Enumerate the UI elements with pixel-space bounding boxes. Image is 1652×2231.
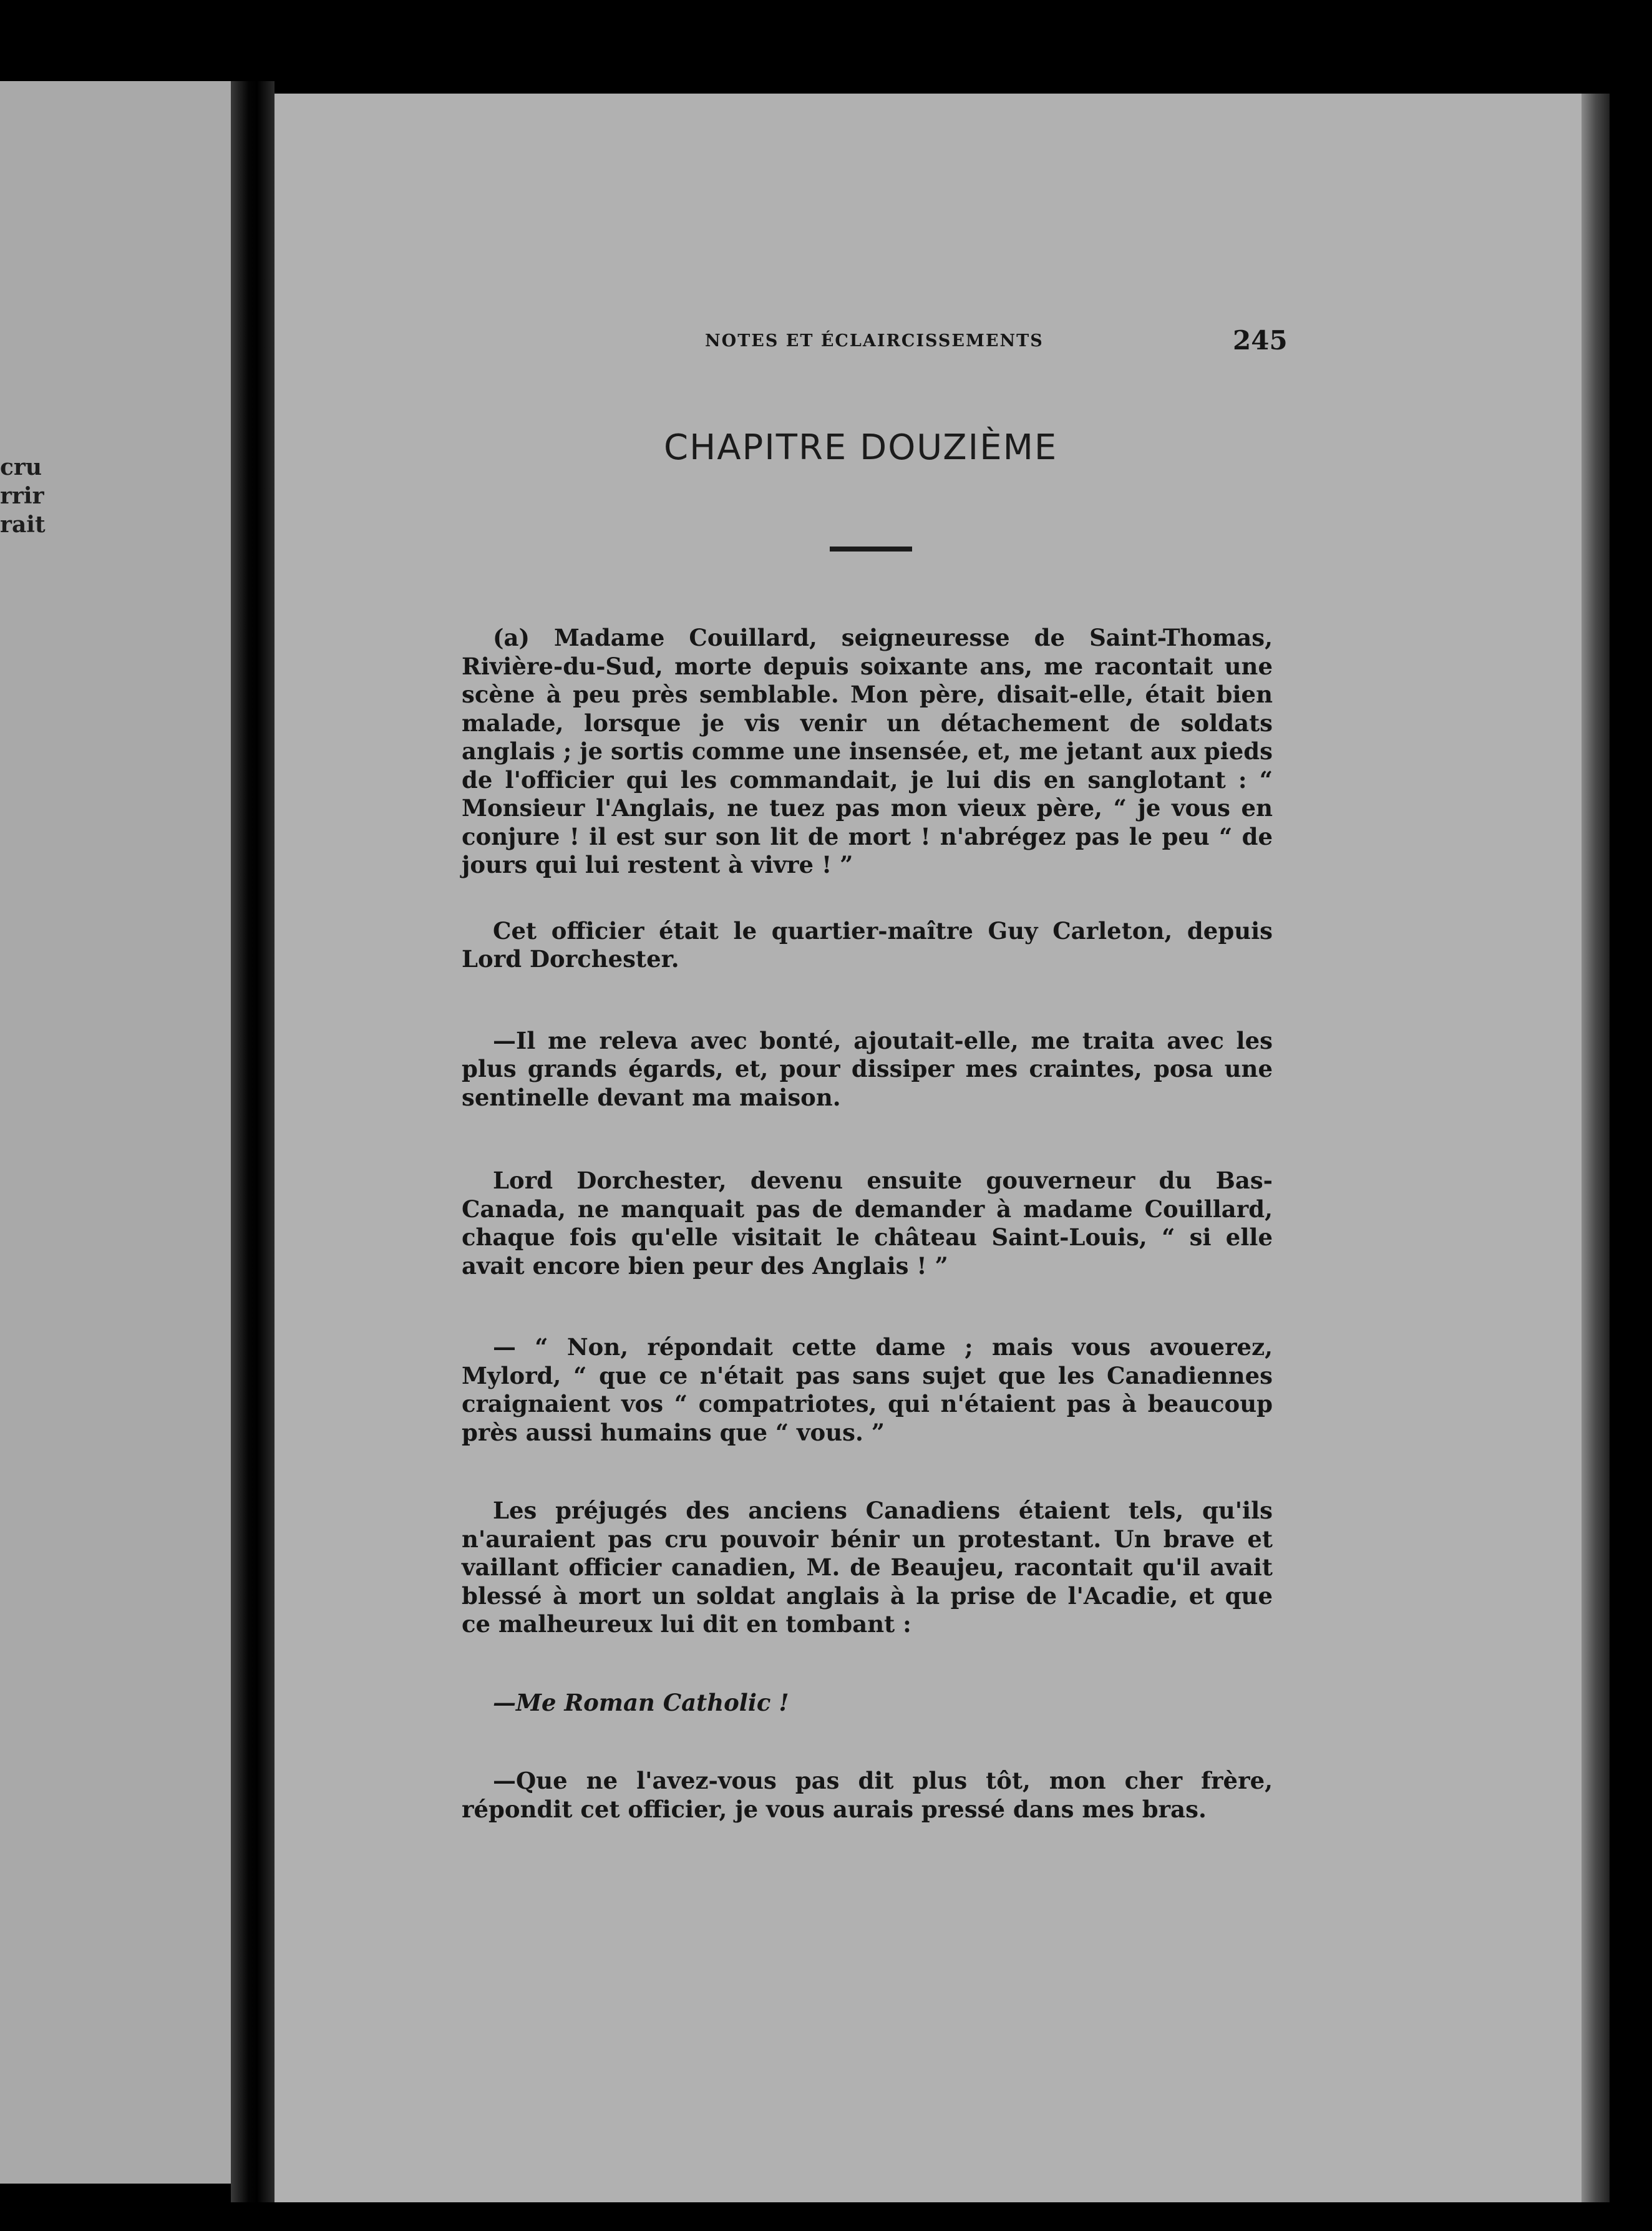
paragraph: —Que ne l'avez-vous pas dit plus tôt, mon cher frère, répondit cet officier, je vous aurais pressé dans mes bras. [462, 1767, 1273, 1823]
paragraph: — “ Non, répondait cette dame ; mais vous avouerez, Mylord, “ que ce n'était pas sans sujet que les Canadiennes craignaient vos “ compatriotes, qui n'étaient pas à beaucoup près aussi humains que “ vous. ” [462, 1333, 1273, 1446]
facing-page-fragment: cru [0, 454, 42, 480]
facing-page [0, 81, 231, 2184]
paragraph: (a) Madame Couillard, seigneuresse de Saint-Thomas, Rivière-du-Sud, morte depuis soixante ans, me racontait une scène à peu près semblable. Mon père, disait-elle, était bien malade, lorsque je vis venir un détachement de soldats anglais ; je sortis comme une insensée, et, me jetant aux pieds de l'officier qui les commandait, je lui dis en sanglotant : “ Monsieur l'Anglais, ne tuez pas mon vieux père, “ je vous en conjure ! il est sur son lit de mort ! n'abrégez pas le peu “ de jours qui lui restent à vivre ! ” [462, 624, 1273, 878]
title-rule [830, 547, 912, 552]
page-edge [1582, 94, 1610, 2202]
book-gutter [231, 81, 275, 2202]
body-text [462, 624, 1273, 1824]
paragraph: Les préjugés des anciens Canadiens étaient tels, qu'ils n'auraient pas cru pouvoir bénir un protestant. Un brave et vaillant officier canadien, M. de Beaujeu, racontait qu'il avait blessé à mort un soldat anglais à la prise de l'Acadie, et que ce malheureux lui dit en tombant : [462, 1497, 1273, 1638]
paragraph: Cet officier était le quartier-maître Guy Carleton, depuis Lord Dorchester. [462, 916, 1273, 973]
paragraph-italic: —Me Roman Catholic ! [493, 1688, 789, 1716]
paragraph: Lord Dorchester, devenu ensuite gouverneur du Bas-Canada, ne manquait pas de demander à madame Couillard, chaque fois qu'elle visitait le château Saint-Louis, “ si elle avait encore bien peur des Anglais ! ” [462, 1167, 1273, 1280]
facing-page-fragment: rrir [0, 483, 44, 509]
chapter-title: CHAPITRE DOUZIÈME [664, 427, 1058, 468]
running-head: NOTES ET ÉCLAIRCISSEMENTS [705, 331, 1044, 351]
facing-page-fragment: rait [0, 512, 46, 538]
paragraph: —Il me releva avec bonté, ajoutait-elle, me traita avec les plus grands égards, et, pour dissiper mes craintes, posa une sentinelle devant ma maison. [462, 1026, 1273, 1111]
facing-page-text [0, 453, 46, 539]
page-number: 245 [1233, 325, 1288, 356]
